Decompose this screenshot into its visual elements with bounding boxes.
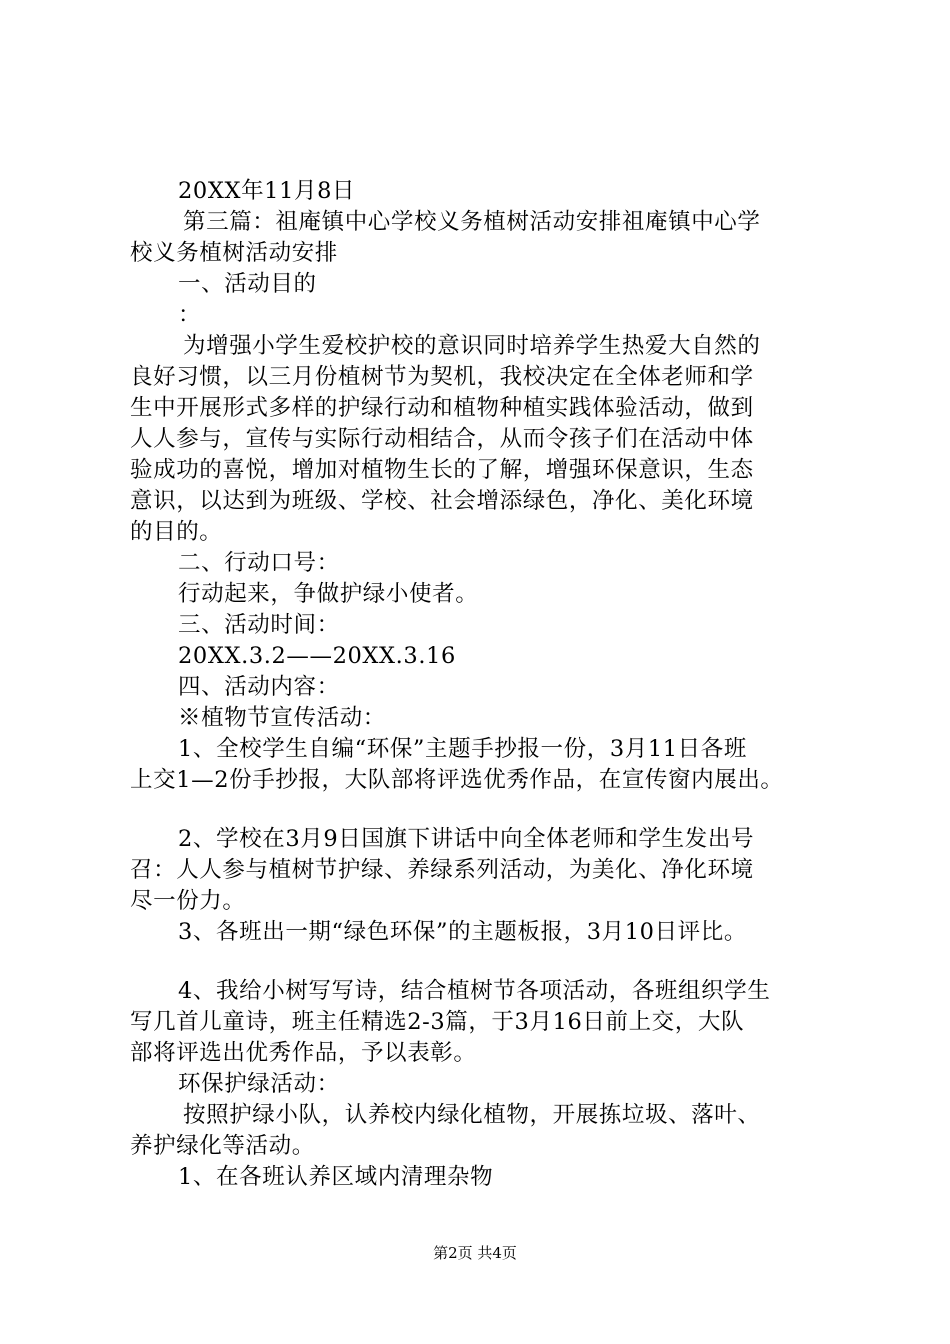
section-title: 第三篇：祖庵镇中心学校义务植树活动安排祖庵镇中心学: [183, 209, 761, 235]
time-text: 20XX.3.2——20XX.3.16: [178, 643, 456, 669]
text-line: ：: [178, 302, 202, 328]
item-line: 1、在各班认养区域内清理杂物: [178, 1164, 494, 1190]
item-line: 4、我给小树写写诗，结合植树节各项活动，各班组织学生: [178, 978, 771, 1004]
paragraph-line: 为增强小学生爱校护校的意识同时培养学生热爱大自然的: [183, 333, 761, 359]
paragraph-line: 良好习惯，以三月份植树节为契机，我校决定在全体老师和学: [130, 364, 754, 390]
heading-content: 四、活动内容：: [178, 674, 340, 700]
heading-time: 三、活动时间：: [178, 612, 340, 638]
item-line: 写几首儿童诗，班主任精选2-3篇，于3月16日前上交，大队: [130, 1009, 745, 1035]
item-line: 1、全校学生自编“环保”主题手抄报一份，3月11日各班: [178, 736, 747, 762]
paragraph-line: 的目的。: [130, 519, 223, 545]
slogan-text: 行动起来，争做护绿小使者。: [178, 581, 479, 607]
item-line: 召：人人参与植树节护绿、养绿系列活动，为美化、净化环境: [130, 857, 754, 883]
item-line: 3、各班出一期“绿色环保”的主题板报，3月10日评比。: [178, 919, 747, 945]
paragraph-line: 验成功的喜悦，增加对植物生长的了解，增强环保意识，生态: [130, 457, 754, 483]
paragraph-line: 生中开展形式多样的护绿行动和植物种植实践体验活动，做到: [130, 395, 754, 421]
subheading-publicity: ※植物节宣传活动：: [178, 705, 386, 731]
paragraph-line: 人人参与，宣传与实际行动相结合，从而令孩子们在活动中体: [130, 426, 754, 452]
paragraph-line: 意识，以达到为班级、学校、社会增添绿色，净化、美化环境: [130, 488, 754, 514]
heading-purpose: 一、活动目的: [178, 271, 317, 297]
page-number-footer: 第2页 共4页: [433, 1244, 517, 1262]
date-line: 20XX年11月8日: [178, 178, 356, 204]
item-line: 尽一份力。: [130, 888, 246, 914]
item-line: 部将评选出优秀作品，予以表彰。: [130, 1040, 477, 1066]
item-line: 2、学校在3月9日国旗下讲话中向全体老师和学生发出号: [178, 826, 755, 852]
paragraph-line: 按照护绿小队，认养校内绿化植物，开展拣垃圾、落叶、: [183, 1102, 761, 1128]
item-line: 上交1—2份手抄报，大队部将评选优秀作品，在宣传窗内展出。: [130, 767, 784, 793]
paragraph-line: 养护绿化等活动。: [130, 1133, 315, 1159]
section-title-continued: 校义务植树活动安排: [130, 240, 338, 266]
subheading-green: 环保护绿活动：: [178, 1071, 340, 1097]
heading-slogan: 二、行动口号：: [178, 550, 340, 576]
